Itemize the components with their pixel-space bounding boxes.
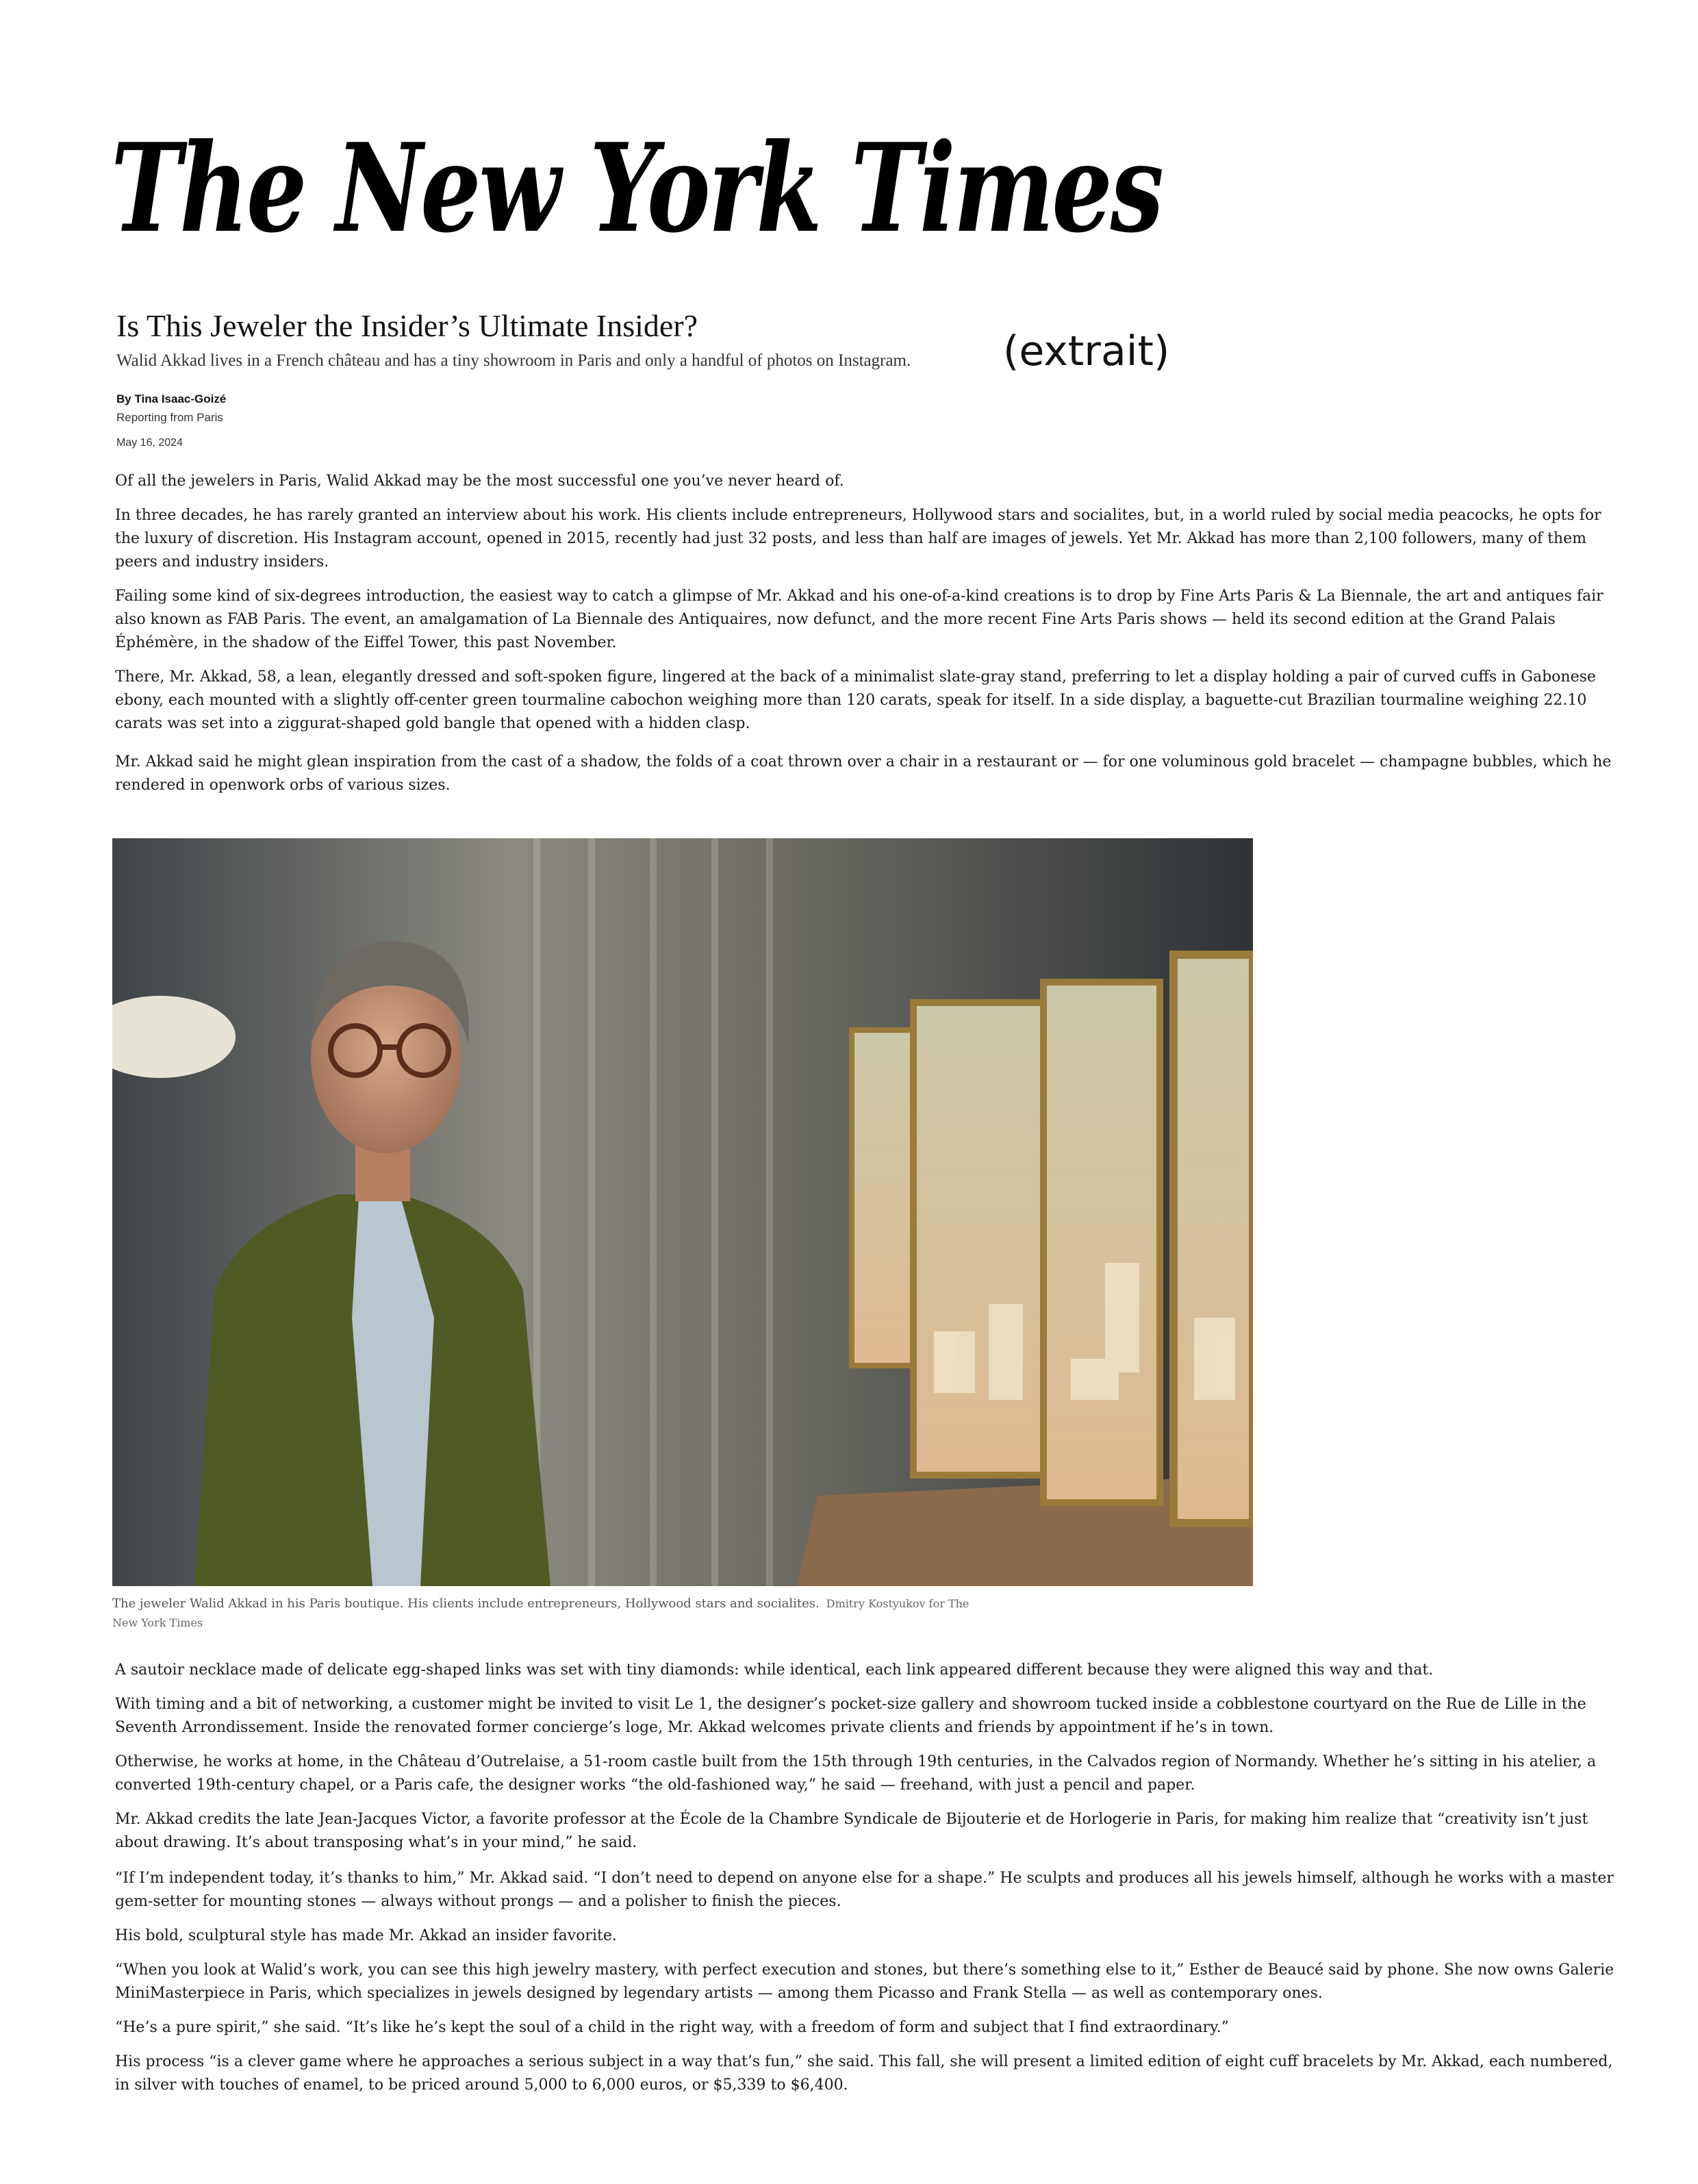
paragraph: His bold, sculptural style has made Mr. Akkad an insider favorite. bbox=[115, 1927, 617, 1944]
article-photo bbox=[112, 838, 1253, 1586]
extrait-annotation: (extrait) bbox=[1003, 327, 1170, 375]
paragraph: There, Mr. Akkad, 58, a lean, elegantly dressed and soft-spoken figure, lingered at the back of a minimalist slate-gray stand, preferring to let a display holding a pair of curved cuffs in Gabonese ebony, each mounted with a slightly off-center green tourmaline cabochon weighing more than 120 carats, speak for itself. In a side display, a baguette-cut Brazilian tourmaline weighing 22.10 carats was set into a ziggurat-shaped gold bangle that opened with a hidden clasp. bbox=[115, 668, 1596, 732]
article-subheadline: Walid Akkad lives in a French château and has a tiny showroom in Paris and only a handful of photos on Instagram. bbox=[116, 351, 911, 370]
paragraph: A sautoir necklace made of delicate egg-shaped links was set with tiny diamonds: while identical, each link appeared different because they were aligned this way and that. bbox=[115, 1661, 1434, 1679]
reporting-location: Reporting from Paris bbox=[116, 411, 223, 424]
paragraph: “When you look at Walid’s work, you can see this high jewelry mastery, with perfect execution and stones, but there’s something else to it,” Esther de Beaucé said by phone. She now owns Galerie MiniMasterpiece in Paris, which specializes in jewels designed by legendary artists — among them Picasso and Frank Stella — as well as contemporary ones. bbox=[115, 1961, 1614, 2002]
byline: By Tina Isaac-Goizé bbox=[116, 392, 227, 405]
paragraph: Mr. Akkad credits the late Jean-Jacques Victor, a favorite professor at the École de la Chambre Syndicale de Bijouterie et de Horlogerie in Paris, for making him realize that “creativity isn’t just about drawing. It’s about transposing what’s in your mind,” he said. bbox=[115, 1811, 1588, 1851]
paragraph: “If I’m independent today, it’s thanks to him,” Mr. Akkad said. “I don’t need to depend on anyone else for a shape.” He sculpts and produces all his jewels himself, although he works with a master gem-setter for mounting stones — always without prongs — and a polisher to finish the pieces. bbox=[115, 1870, 1614, 1910]
caption-text: The jeweler Walid Akkad in his Paris boutique. His clients include entrepreneurs, Hollywood stars and socialites. bbox=[112, 1596, 820, 1611]
paragraph: Mr. Akkad said he might glean inspiration from the cast of a shadow, the folds of a coat thrown over a chair in a restaurant or — for one voluminous gold bracelet — champagne bubbles, which he rendered in openwork orbs of various sizes. bbox=[115, 753, 1612, 794]
paragraph: “He’s a pure spirit,” she said. “It’s like he’s kept the soul of a child in the right way, with a freedom of form and subject that I find extraordinary.” bbox=[115, 2019, 1229, 2036]
photo-credit: Dmitry Kostyukov for The New York Times bbox=[112, 1597, 970, 1629]
article-body-bottom bbox=[115, 1659, 1614, 2097]
paragraph: In three decades, he has rarely granted an interview about his work. His clients include entrepreneurs, Hollywood stars and socialites, but, in a world ruled by social media peacocks, he opts for the luxury of discretion. His Instagram account, opened in 2015, recently had just 32 posts, and less than half are images of jewels. Yet Mr. Akkad has more than 2,100 followers, many of them peers and industry insiders. bbox=[115, 507, 1601, 570]
paragraph: With timing and a bit of networking, a customer might be invited to visit Le 1, the designer’s pocket-size gallery and showroom tucked inside a cobblestone courtyard on the Rue de Lille in the Seventh Arrondissement. Inside the renovated former concierge’s loge, Mr. Akkad welcomes private clients and friends by appointment if he’s in town. bbox=[115, 1696, 1586, 1736]
paragraph: His process “is a clever game where he approaches a serious subject in a way that’s fun,” she said. This fall, she will present a limited edition of eight cuff bracelets by Mr. Akkad, each numbered, in silver with touches of enamel, to be priced around 5,000 to 6,000 euros, or $5,339 to $6,400. bbox=[115, 2053, 1613, 2094]
publication-date: May 16, 2024 bbox=[116, 437, 183, 449]
masthead-title: The New York Times bbox=[111, 116, 1162, 260]
paragraph: Failing some kind of six-degrees introduction, the easiest way to catch a glimpse of Mr. Akkad and his one-of-a-kind creations is to drop by Fine Arts Paris & La Biennale, the art and antiques fair also known as FAB Paris. The event, an amalgamation of La Biennale des Antiquaires, now defunct, and the more recent Fine Arts Paris shows — held its second edition at the Grand Palais Éphémère, in the shadow of the Eiffel Tower, this past November. bbox=[115, 588, 1604, 651]
article-body-top bbox=[115, 470, 1614, 797]
paragraph: Otherwise, he works at home, in the Château d’Outrelaise, a 51-room castle built from the 15th through 19th centuries, in the Calvados region of Normandy. Whether he’s sitting in his atelier, a converted 19th-century chapel, or a Paris cafe, the designer works “the old-fashioned way,” he said — freehand, with just a pencil and paper. bbox=[115, 1753, 1597, 1794]
article-headline: Is This Jeweler the Insider’s Ultimate Insider? bbox=[116, 308, 698, 343]
nyt-masthead-logo bbox=[111, 113, 1162, 264]
photo-caption bbox=[112, 1594, 975, 1633]
paragraph: Of all the jewelers in Paris, Walid Akkad may be the most successful one you’ve never heard of. bbox=[115, 473, 844, 490]
